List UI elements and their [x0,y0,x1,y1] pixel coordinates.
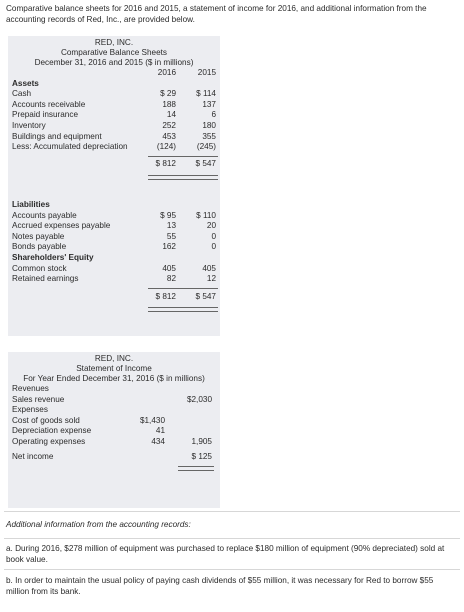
table-row: Prepaid insurance 14 6 [12,110,216,120]
liabilities-heading: Liabilities [12,200,50,209]
double-underline [148,307,218,312]
table-row: Common stock 405 405 [12,263,216,273]
intro-text: Comparative balance sheets for 2016 and 2015, a statement of income for 2016, and additional information from the accounting records of Red, Inc., are provided below. [6,4,427,24]
liabilities-total-row [8,285,220,305]
additional-info-title: Additional information from the accounting records: [6,520,191,529]
assets-total-2016: $ 812 [155,158,176,168]
table-row: Accounts payable $ 95 $ 110 [12,210,216,220]
balance-sheet-company: RED, INC. [94,38,134,47]
revenues-heading: Revenues [12,384,49,393]
table-row: Inventory 252 180 [12,120,216,130]
income-statement-company: RED, INC. [94,354,134,363]
table-row: Accrued expenses payable 13 20 [12,221,216,231]
balance-sheet-header [8,36,220,68]
liabilities-total-2016: $ 812 [155,291,176,301]
column-header-2016: 2016 [157,68,176,77]
table-row: Less: Accumulated depreciation (124) (245) [12,142,216,152]
income-statement-title: Statement of Income [76,364,152,373]
divider [4,511,460,512]
balance-sheet-title: Comparative Balance Sheets [60,48,168,57]
liabilities-section [8,200,220,336]
table-row: Cost of goods sold $1,430 [12,415,165,425]
assets-total-2015: $ 547 [195,158,216,168]
assets-heading: Assets [12,78,39,88]
table-row: Sales revenue $2,030 [12,394,212,404]
liabilities-total-2015: $ 547 [195,291,216,301]
table-row: Buildings and equipment 453 355 [12,131,216,141]
table-row: Retained earnings 82 12 [12,274,216,284]
table-row: Bonds payable 162 0 [12,242,216,252]
additional-note-b: b. In order to maintain the usual policy of paying cash dividends of $55 million, it was necessary for Red to borrow $55 million from its bank. [6,576,434,596]
equity-heading: Shareholders' Equity [12,252,94,262]
double-underline [178,466,214,471]
income-statement [8,352,220,508]
table-row: Cash $ 29 $ 114 [12,89,216,99]
assets-total-row [8,153,220,173]
table-row: Depreciation expense 41 [12,426,165,436]
divider [4,538,460,539]
column-header-2015: 2015 [197,68,216,77]
divider [4,569,460,570]
table-row: Notes payable 55 0 [12,231,216,241]
additional-note-a: a. During 2016, $278 million of equipment was purchased to replace $180 million of equipment (90% depreciated) sold at book value. [6,544,445,564]
table-row: Operating expenses 434 1,905 [12,436,212,446]
table-row: Net income $ 125 [12,451,212,461]
balance-sheet-period: December 31, 2016 and 2015 ($ in millions) [34,58,194,67]
table-row: Accounts receivable 188 137 [12,99,216,109]
income-statement-period: For Year Ended December 31, 2016 ($ in millions) [23,374,205,383]
expenses-heading: Expenses [12,405,48,415]
double-underline [148,175,218,180]
